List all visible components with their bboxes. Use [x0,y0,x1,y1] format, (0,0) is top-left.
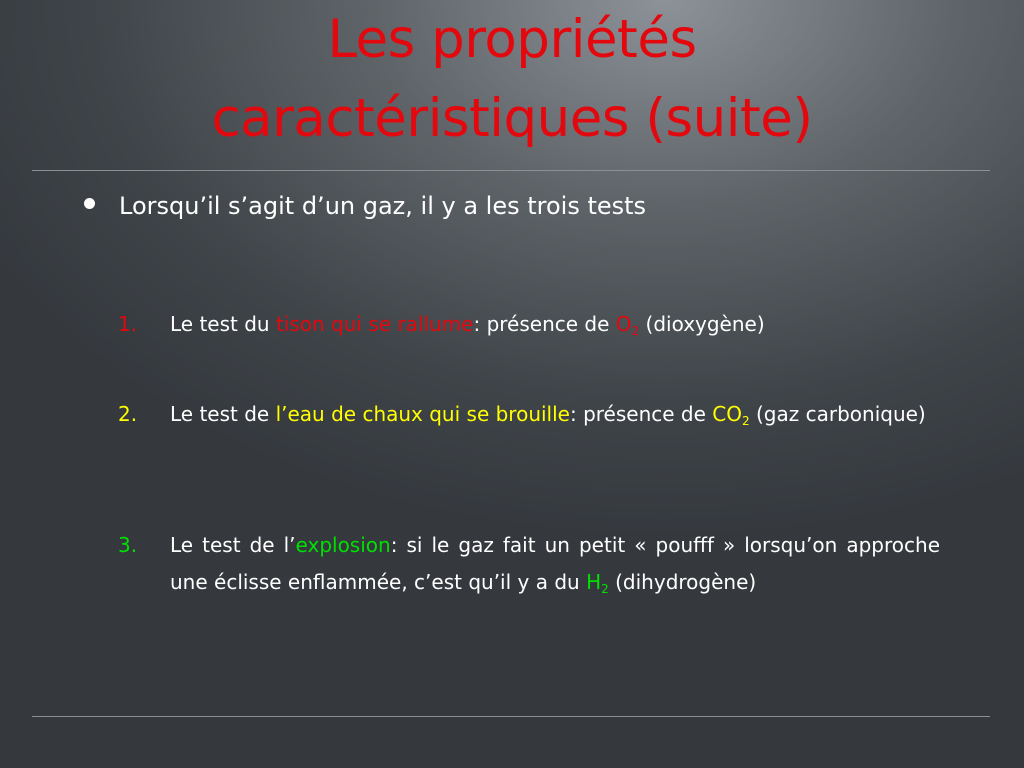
item-number: 1. [118,312,138,336]
formula-base: CO [712,402,742,426]
slide-title-line-2: caractéristiques (suite) [211,88,813,149]
item-highlight: tison qui se rallume [275,312,474,336]
item-highlight: l’eau de chaux qui se brouille [275,402,570,426]
formula-base: O [615,312,632,336]
item-formula [712,402,749,426]
item-highlight: explosion [295,533,391,557]
numbered-item-3 [118,527,940,601]
item-prefix: Le test de [170,402,276,426]
item-suffix: (dioxygène) [639,312,765,336]
numbered-item-1 [118,306,940,343]
bullet-point [84,188,646,224]
bullet-dot-icon [84,198,95,209]
item-suffix: (gaz carbonique) [749,402,926,426]
formula-base: H [586,570,602,594]
item-suffix: (dihydrogène) [608,570,757,594]
bullet-text: Lorsqu’il s’agit d’un gaz, il y a les trois tests [119,192,647,220]
item-text [170,396,940,433]
item-middle: : présence de [473,312,616,336]
item-prefix: Le test de l’ [170,533,296,557]
item-prefix: Le test du [170,312,276,336]
item-text [170,527,940,601]
numbered-item-2 [118,396,940,433]
slide-title-line-1: Les propriétés [327,9,697,70]
formula-subscript: 2 [742,414,750,428]
formula-subscript: 2 [601,582,609,596]
item-formula [586,570,609,594]
item-text [170,306,940,343]
item-formula [616,312,639,336]
slide-title [120,0,904,158]
footer-divider [32,716,990,717]
item-number: 2. [118,402,138,426]
item-middle: : si le gaz fait un petit « poufff » lorsqu’on approche une éclisse enflammée, c’est qu’il y a du [170,533,940,594]
title-divider [32,170,990,171]
item-number: 3. [118,533,138,557]
formula-subscript: 2 [631,324,640,338]
item-middle: : présence de [569,402,713,426]
